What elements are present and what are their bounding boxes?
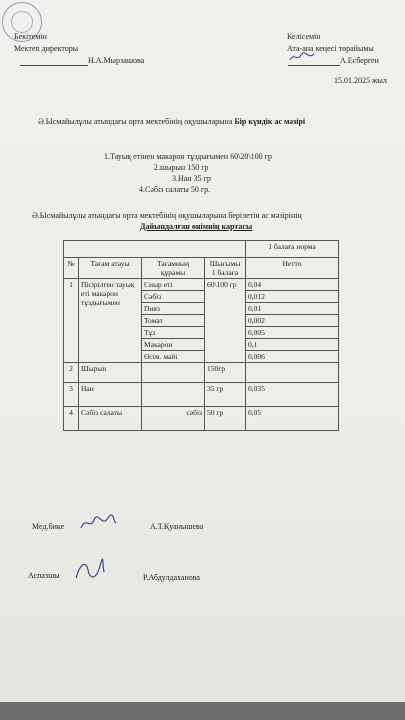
table-header: Шығымы 1 балаға [205, 258, 246, 279]
menu-item: 2.шырын 150 гр [154, 163, 209, 172]
menu-title: Ә.Ысмайылұлы атындағы орта мектебінің оқушыларына Бір күндік ас мәзірі [38, 117, 306, 126]
signature-icon [72, 558, 106, 582]
table-cell: 0,002 [246, 315, 339, 327]
table-cell: 0,006 [246, 351, 339, 363]
table-header: Нетто [246, 258, 339, 279]
agree-label: Келісемін [287, 32, 321, 41]
table-cell: 4 [64, 407, 79, 431]
signature-icon [78, 512, 118, 534]
table-row [64, 363, 339, 383]
table-cell: Сәбіз салаты [79, 407, 142, 431]
table-cell: 2 [64, 363, 79, 383]
nurse-label: Мед.бике [32, 522, 65, 531]
approve-label: Бекітемін [14, 32, 47, 41]
agreer-name: А.Есберген [340, 56, 379, 65]
table-cell: Шырын [79, 363, 142, 383]
table-row [64, 258, 339, 279]
menu-item: 4.Сәбіз салаты 50 гр. [139, 185, 211, 194]
table-cell: 0,035 [246, 383, 339, 407]
cook-name: Р.Абдулдаханова [143, 573, 200, 582]
table-cell: Сиыр еті [142, 279, 205, 291]
signature-line [288, 65, 340, 66]
table-cell: Томат [142, 315, 205, 327]
table-cell: Нан [79, 383, 142, 407]
cook-label: Аспазшы [28, 571, 60, 580]
table-cell: 0,04 [246, 279, 339, 291]
table-row [64, 383, 339, 407]
table-cell [142, 383, 205, 407]
table-cell: Өсім. майі [142, 351, 205, 363]
signature-line [20, 65, 88, 66]
table-cell: 0,05 [246, 407, 339, 431]
table-cell: Пісірілген тауық еті макарон тұздығымен [79, 279, 142, 363]
table-header: № [64, 258, 79, 279]
card-intro: Ә.Ысмайылұлы атындағы орта мектебінің оқушыларына берілетін ас мәзірінің [32, 211, 302, 220]
menu-item: 3.Нан 35 гр [172, 174, 211, 183]
table-cell: Пияз [142, 303, 205, 315]
table-cell: 1 [64, 279, 79, 363]
menu-item: 1.Тауық етінен макарон тұздығымен 60\20\100 гр [104, 152, 272, 161]
table-row [64, 279, 339, 291]
table-cell: Сәбіз [142, 291, 205, 303]
photo-edge [0, 702, 405, 720]
table-header: Тағамның құрамы [142, 258, 205, 279]
table-cell [142, 363, 205, 383]
approver-title: Мектеп директоры [14, 44, 79, 53]
table-header: Тағам атауы [79, 258, 142, 279]
table-cell: Макарон [142, 339, 205, 351]
table-cell: 3 [64, 383, 79, 407]
table-header: 1 балаға норма [246, 241, 339, 258]
table-cell: 60\100 гр [205, 279, 246, 363]
table-cell: сәбіз [142, 407, 205, 431]
table-cell: 50 гр [205, 407, 246, 431]
table-cell: 0,1 [246, 339, 339, 351]
nurse-name: А.Т.Қуанышева [150, 522, 204, 531]
table-cell [246, 363, 339, 383]
table-cell: 0,005 [246, 327, 339, 339]
card-title: Дайындалған өнімнің картасы [140, 222, 253, 231]
table-cell: 150гр [205, 363, 246, 383]
table-cell: 0,01 [246, 303, 339, 315]
agreer-title: Ата-ана кеңесі төрайымы [287, 44, 374, 53]
table-cell: 35 гр [205, 383, 246, 407]
table-row [64, 241, 339, 258]
table-cell: 0,012 [246, 291, 339, 303]
table-cell: Тұз [142, 327, 205, 339]
table-row [64, 407, 339, 431]
signature-icon [288, 50, 316, 64]
approver-name: Н.А.Мырзашова [88, 56, 145, 65]
document-date: 15.01.2025 жыл [334, 76, 387, 85]
product-card-table [63, 240, 339, 431]
